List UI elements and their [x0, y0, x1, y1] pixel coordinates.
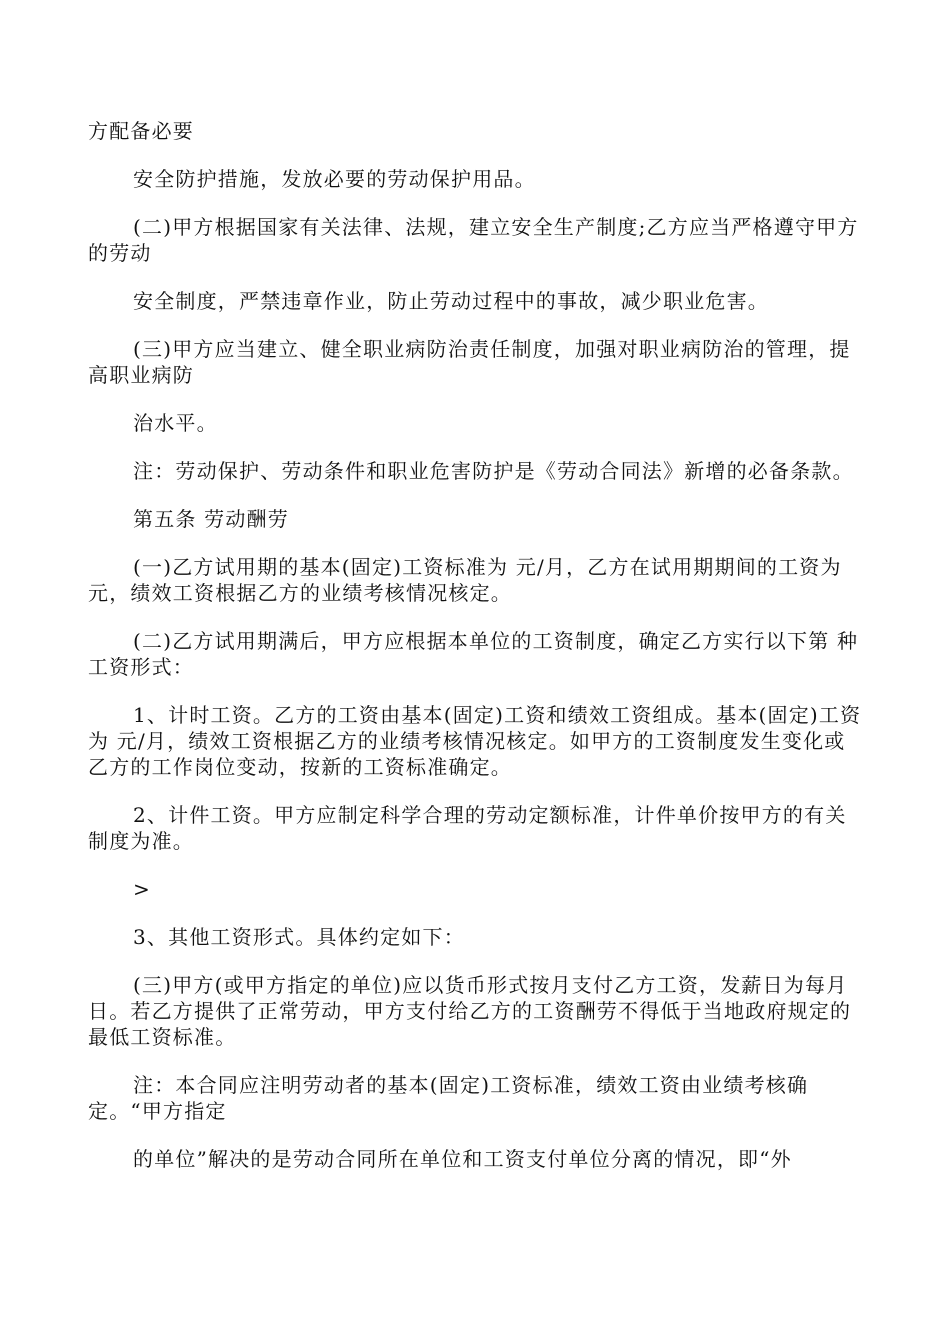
paragraph-note-labor-protection: 注：劳动保护、劳动条件和职业危害防护是《劳动合同法》新增的必备条款。 — [133, 459, 854, 483]
paragraph-clause-2-safety-system: (二)甲方根据国家有关法律、法规，建立安全生产制度;乙方应当严格遵守甲方的劳动 — [88, 215, 859, 265]
stray-symbol: > — [133, 877, 151, 901]
paragraph-designated-unit: 的单位”解决的是劳动合同所在单位和工资支付单位分离的情况，即“外 — [133, 1147, 792, 1171]
paragraph-safety-rules: 安全制度，严禁违章作业，防止劳动过程中的事故，减少职业危害。 — [133, 289, 769, 313]
document-page — [88, 118, 863, 1194]
paragraph-piece-wage: 2、计件工资。甲方应制定科学合理的劳动定额标准，计件单价按甲方的有关制度为准。 — [88, 803, 847, 853]
paragraph-time-wage: 1、计时工资。乙方的工资由基本(固定)工资和绩效工资组成。基本(固定)工资为 元/月，绩效工资根据乙方的业绩考核情况核定。如甲方的工资制度发生变化或乙方的工作岗位变动，按新的工资标准确定。 — [88, 703, 862, 779]
paragraph-other-wage: 3、其他工资形式。具体约定如下： — [133, 925, 465, 949]
paragraph-fragment-continued: 方配备必要 — [88, 119, 194, 143]
paragraph-clause-3-occupational-disease: (三)甲方应当建立、健全职业病防治责任制度，加强对职业病防治的管理，提高职业病防 — [88, 337, 851, 387]
paragraph-safety-measures: 安全防护措施，发放必要的劳动保护用品。 — [133, 167, 536, 191]
paragraph-wage-form: (二)乙方试用期满后，甲方应根据本单位的工资制度，确定乙方实行以下第 种工资形式： — [88, 629, 859, 679]
paragraph-payment-schedule: (三)甲方(或甲方指定的单位)应以货币形式按月支付乙方工资，发薪日为每月 日。若乙方提供了正常劳动，甲方支付给乙方的工资酬劳不得低于当地政府规定的最低工资标准。 — [88, 973, 852, 1049]
article-5-heading: 第五条 劳动酬劳 — [133, 507, 289, 531]
paragraph-note-wage-standard: 注：本合同应注明劳动者的基本(固定)工资标准，绩效工资由业绩考核确定。“甲方指定 — [88, 1073, 809, 1123]
paragraph-probation-wage: (一)乙方试用期的基本(固定)工资标准为 元/月，乙方在试用期期间的工资为 元，绩效工资根据乙方的业绩考核情况核定。 — [88, 555, 842, 605]
paragraph-treatment-level: 治水平。 — [133, 411, 218, 435]
